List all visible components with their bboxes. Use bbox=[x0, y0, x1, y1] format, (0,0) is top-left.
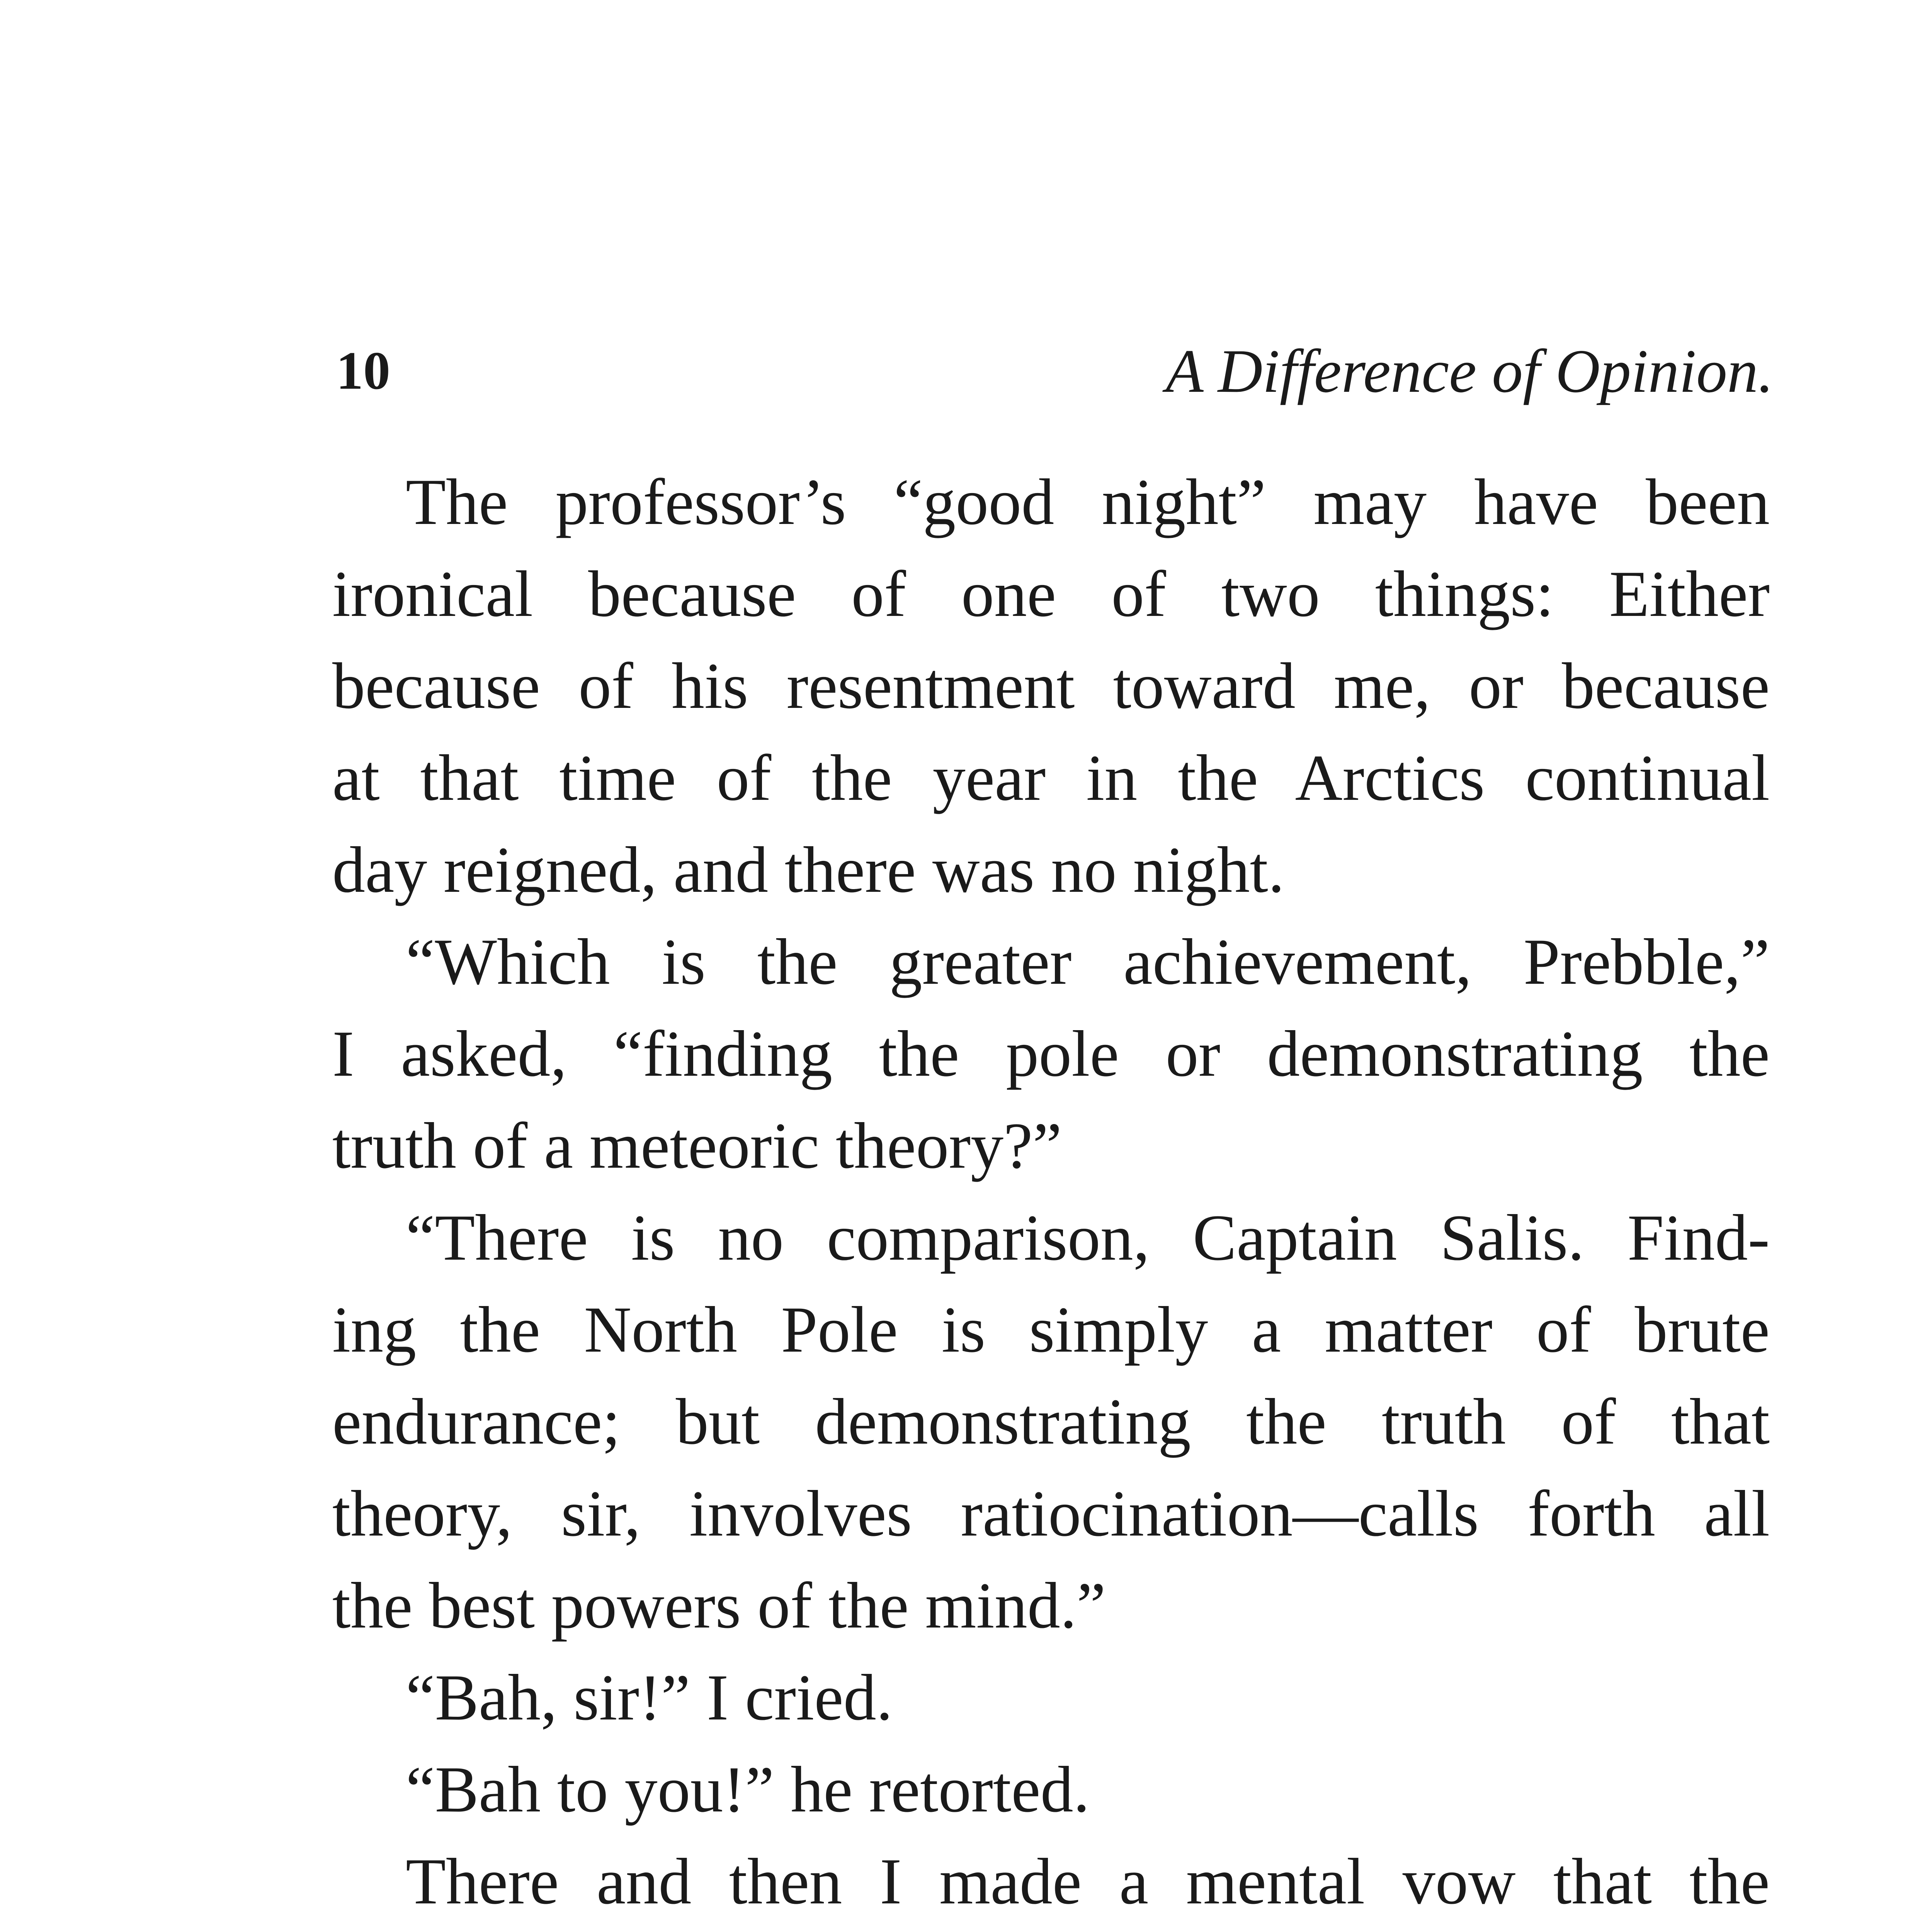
page-number: 10 bbox=[336, 341, 390, 401]
text-line: because of his resentment toward me, or because bbox=[332, 650, 1770, 722]
text-line: “Which is the greater achievement, Prebble,” bbox=[406, 925, 1770, 998]
text-line: “There is no comparison, Captain Salis. Find- bbox=[406, 1201, 1770, 1274]
text-line: day reigned, and there was no night. bbox=[332, 833, 1285, 906]
text-line: “Bah, sir!” I cried. bbox=[406, 1661, 893, 1734]
text-line: endurance; but demonstrating the truth of that bbox=[332, 1385, 1770, 1458]
running-head bbox=[336, 330, 1774, 412]
text-line: truth of a meteoric theory?” bbox=[332, 1109, 1062, 1182]
text-line: the best powers of the mind.” bbox=[332, 1569, 1106, 1642]
text-line: ing the North Pole is simply a matter of brute bbox=[332, 1293, 1770, 1366]
text-line: I asked, “finding the pole or demonstrating the bbox=[332, 1017, 1770, 1090]
text-line: at that time of the year in the Arctics continual bbox=[332, 742, 1770, 814]
text-line: There and then I made a mental vow that the bbox=[406, 1845, 1770, 1918]
text-line: “Bah to you!” he retorted. bbox=[406, 1753, 1090, 1826]
text-line bbox=[332, 1927, 1770, 1932]
text-line: theory, sir, involves ratiocination—calls forth all bbox=[332, 1477, 1770, 1550]
body-text bbox=[332, 456, 1770, 1932]
text-line: The professor’s “good night” may have been bbox=[406, 466, 1770, 538]
text-line: ironical because of one of two things: Either bbox=[332, 558, 1770, 630]
running-title: A Difference of Opinion. bbox=[1165, 337, 1774, 405]
